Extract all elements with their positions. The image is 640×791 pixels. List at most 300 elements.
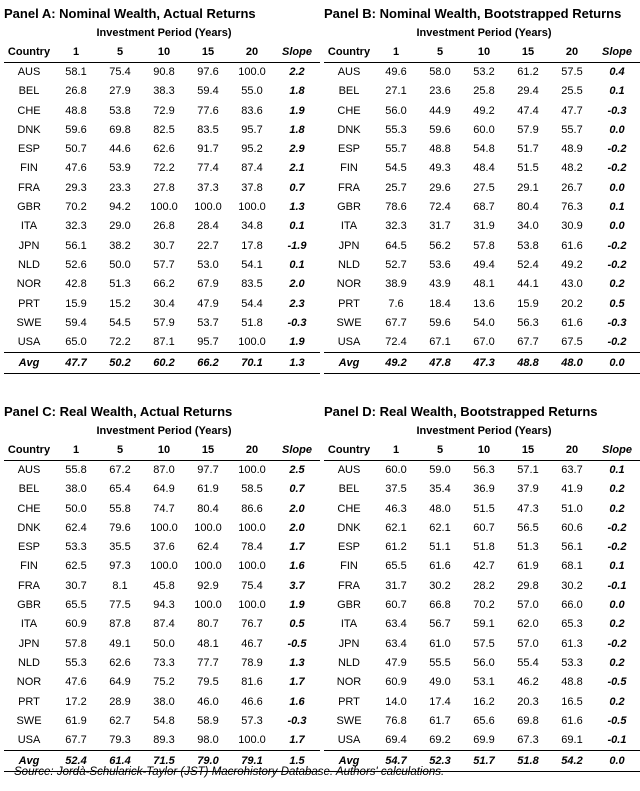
value-cell: 100.0 [238, 560, 266, 573]
value-cell: 50.0 [109, 258, 131, 271]
country-cell: NOR [336, 278, 362, 291]
table-row [324, 198, 640, 217]
value-cell: 31.7 [429, 220, 451, 233]
value-cell: 80.4 [517, 201, 539, 214]
table-row [324, 102, 640, 121]
slope-cell: -0.2 [607, 258, 627, 271]
value-cell: 48.1 [197, 637, 219, 650]
value-cell: 53.1 [473, 676, 495, 689]
value-cell: 26.8 [65, 85, 87, 98]
period-header: 10 [142, 42, 186, 63]
value-cell: 38.0 [153, 695, 175, 708]
value-cell: 35.4 [429, 483, 451, 496]
value-cell: 94.2 [109, 201, 131, 214]
value-cell: 30.7 [65, 579, 87, 592]
slope-cell: 1.7 [289, 734, 305, 747]
value-cell: 48.8 [65, 104, 87, 117]
table-row [324, 596, 640, 615]
value-cell: 76.8 [385, 714, 407, 727]
investment-period-label: Investment Period (Years) [416, 27, 552, 39]
slope-cell: 0.5 [289, 618, 305, 631]
value-cell: 32.3 [65, 220, 87, 233]
table-row [4, 673, 320, 692]
value-cell: 61.9 [197, 483, 219, 496]
value-cell: 51.5 [473, 502, 495, 515]
value-cell: 87.4 [241, 162, 263, 175]
country-cell: FIN [340, 162, 358, 175]
slope-cell: -0.2 [607, 162, 627, 175]
country-cell: JPN [18, 239, 40, 252]
value-cell: 90.8 [153, 66, 175, 78]
value-cell: 76.3 [561, 201, 583, 214]
value-cell: 20.3 [517, 695, 539, 708]
slope-cell: 0.1 [289, 258, 305, 271]
table-row [324, 295, 640, 314]
value-cell: 54.8 [153, 714, 175, 727]
value-cell: 67.3 [517, 734, 539, 747]
country-cell: GBR [337, 599, 361, 612]
value-cell: 27.5 [473, 181, 495, 194]
avg-cell: 0.0 [594, 353, 640, 374]
header-row [324, 440, 640, 461]
value-cell: 61.6 [561, 239, 583, 252]
table-row [4, 461, 320, 481]
value-cell: 100.0 [194, 599, 222, 612]
slope-cell: -0.3 [287, 316, 307, 329]
value-cell: 46.6 [241, 695, 263, 708]
period-header: 10 [462, 42, 506, 63]
country-cell: ITA [20, 220, 38, 233]
value-cell: 48.4 [473, 162, 495, 175]
avg-cell: 0.0 [594, 751, 640, 772]
country-cell: DNK [17, 521, 41, 534]
slope-cell: -0.5 [607, 676, 627, 689]
country-cell: CHE [337, 104, 361, 117]
table-row [4, 121, 320, 140]
value-cell: 46.0 [197, 695, 219, 708]
slope-cell: 1.3 [289, 656, 305, 669]
value-cell: 16.2 [473, 695, 495, 708]
value-cell: 62.6 [153, 143, 175, 156]
period-header: 20 [230, 42, 274, 63]
value-cell: 62.6 [109, 656, 131, 669]
value-cell: 100.0 [238, 734, 266, 747]
value-cell: 59.6 [429, 316, 451, 329]
slope-cell: -0.3 [607, 316, 627, 329]
blank-cell [324, 24, 374, 42]
table-row [4, 615, 320, 634]
slope-cell: -0.1 [607, 579, 627, 592]
table-row [4, 577, 320, 596]
panel-title: Panel D: Real Wealth, Bootstrapped Returns [324, 404, 598, 419]
value-cell: 100.0 [238, 599, 266, 612]
country-cell: ESP [17, 541, 40, 554]
table-row [4, 538, 320, 557]
country-cell: USA [337, 734, 361, 747]
blank-cell [4, 24, 54, 42]
table-row [4, 596, 320, 615]
table-row [324, 519, 640, 538]
value-cell: 62.0 [517, 618, 539, 631]
table-row [324, 159, 640, 178]
slope-header: Slope [594, 440, 640, 461]
value-cell: 91.7 [197, 143, 219, 156]
slope-cell: -0.5 [607, 714, 627, 727]
value-cell: 56.7 [429, 618, 451, 631]
country-cell: ESP [337, 143, 360, 156]
value-cell: 46.3 [385, 502, 407, 515]
value-cell: 62.7 [109, 714, 131, 727]
value-cell: 72.9 [153, 104, 175, 117]
value-cell: 30.2 [429, 579, 451, 592]
country-cell: FIN [340, 560, 358, 573]
avg-label: Avg [324, 353, 374, 374]
value-cell: 51.5 [517, 162, 539, 175]
slope-cell: 1.8 [289, 123, 305, 136]
country-cell: NOR [336, 676, 362, 689]
value-cell: 49.3 [429, 162, 451, 175]
value-cell: 48.9 [561, 143, 583, 156]
value-cell: 46.7 [241, 637, 263, 650]
avg-cell: 47.8 [418, 353, 462, 374]
slope-header: Slope [274, 42, 320, 63]
value-cell: 54.8 [473, 143, 495, 156]
value-cell: 15.2 [109, 297, 131, 310]
value-cell: 53.8 [109, 104, 131, 117]
table-row [4, 635, 320, 654]
value-cell: 44.9 [429, 104, 451, 117]
value-cell: 78.6 [385, 201, 407, 214]
investment-period-label: Investment Period (Years) [96, 27, 232, 39]
value-cell: 58.5 [241, 483, 263, 496]
slope-cell: 0.1 [609, 85, 625, 98]
value-cell: 48.8 [561, 676, 583, 689]
period-header: 20 [230, 440, 274, 461]
value-cell: 60.9 [385, 676, 407, 689]
value-cell: 43.0 [561, 278, 583, 291]
value-cell: 69.8 [517, 714, 539, 727]
value-cell: 55.0 [241, 85, 263, 98]
avg-cell: 79.0 [186, 751, 230, 772]
country-cell: SWE [336, 714, 362, 727]
country-cell: AUS [337, 66, 361, 78]
value-cell: 18.4 [429, 297, 451, 310]
value-cell: 59.4 [197, 85, 219, 98]
period-header: 1 [374, 42, 418, 63]
value-cell: 67.9 [197, 278, 219, 291]
value-cell: 44.1 [517, 278, 539, 291]
table-row [324, 538, 640, 557]
country-cell: USA [17, 734, 41, 747]
country-cell: NOR [16, 278, 42, 291]
country-cell: ITA [340, 220, 358, 233]
value-cell: 75.4 [109, 66, 131, 78]
country-cell: NLD [17, 258, 40, 271]
value-cell: 49.4 [473, 258, 495, 271]
value-cell: 60.0 [385, 464, 407, 476]
slope-header: Slope [594, 42, 640, 63]
value-cell: 55.3 [65, 656, 87, 669]
value-cell: 62.4 [197, 541, 219, 554]
value-cell: 22.7 [197, 239, 219, 252]
value-cell: 94.3 [153, 599, 175, 612]
country-cell: AUS [17, 464, 41, 476]
slope-cell: -0.5 [287, 637, 307, 650]
value-cell: 72.4 [385, 336, 407, 349]
value-cell: 83.5 [197, 123, 219, 136]
value-cell: 83.5 [241, 278, 263, 291]
value-cell: 20.2 [561, 297, 583, 310]
value-cell: 72.4 [429, 201, 451, 214]
slope-cell: 0.0 [609, 181, 625, 194]
avg-cell: 79.1 [230, 751, 274, 772]
value-cell: 77.7 [197, 656, 219, 669]
value-cell: 67.0 [473, 336, 495, 349]
value-cell: 77.5 [109, 599, 131, 612]
country-cell: NLD [337, 656, 360, 669]
table-row [324, 82, 640, 101]
value-cell: 66.2 [153, 278, 175, 291]
value-cell: 70.2 [473, 599, 495, 612]
value-cell: 69.8 [109, 123, 131, 136]
panel-title: Panel B: Nominal Wealth, Bootstrapped Returns [324, 6, 622, 21]
value-cell: 55.7 [561, 123, 583, 136]
value-cell: 76.7 [241, 618, 263, 631]
country-cell: ESP [17, 143, 40, 156]
value-cell: 61.9 [517, 560, 539, 573]
table-row [4, 519, 320, 538]
country-cell: CHE [17, 104, 41, 117]
slope-cell: 0.2 [609, 278, 625, 291]
value-cell: 38.2 [109, 239, 131, 252]
slope-cell: 1.6 [289, 560, 305, 573]
slope-cell: -0.3 [287, 714, 307, 727]
investment-period-label: Investment Period (Years) [416, 425, 552, 437]
value-cell: 57.8 [473, 239, 495, 252]
value-cell: 57.5 [473, 637, 495, 650]
value-cell: 87.8 [109, 618, 131, 631]
value-cell: 51.7 [517, 143, 539, 156]
value-cell: 27.1 [385, 85, 407, 98]
value-cell: 50.0 [65, 502, 87, 515]
value-cell: 78.9 [241, 656, 263, 669]
table-row [4, 237, 320, 256]
value-cell: 29.4 [517, 85, 539, 98]
table-row [324, 577, 640, 596]
value-cell: 47.7 [561, 104, 583, 117]
value-cell: 57.0 [517, 637, 539, 650]
slope-cell: -1.9 [287, 239, 307, 252]
value-cell: 27.9 [109, 85, 131, 98]
value-cell: 55.3 [385, 123, 407, 136]
value-cell: 61.0 [429, 637, 451, 650]
results-table [324, 422, 640, 772]
value-cell: 92.9 [197, 579, 219, 592]
value-cell: 57.1 [517, 464, 539, 476]
period-header: 15 [186, 42, 230, 63]
avg-cell: 71.5 [142, 751, 186, 772]
panel-d [324, 402, 640, 772]
period-header: 10 [462, 440, 506, 461]
value-cell: 95.7 [197, 336, 219, 349]
value-cell: 61.2 [385, 541, 407, 554]
table-row [4, 731, 320, 751]
value-cell: 56.0 [385, 104, 407, 117]
country-cell: CHE [17, 502, 41, 515]
value-cell: 52.6 [65, 258, 87, 271]
table-row [4, 500, 320, 519]
value-cell: 28.2 [473, 579, 495, 592]
value-cell: 65.3 [561, 618, 583, 631]
value-cell: 73.3 [153, 656, 175, 669]
results-table [4, 24, 320, 374]
value-cell: 97.3 [109, 560, 131, 573]
value-cell: 65.5 [385, 560, 407, 573]
avg-cell: 50.2 [98, 353, 142, 374]
slope-cell: 1.7 [289, 541, 305, 554]
period-header: 1 [54, 440, 98, 461]
country-cell: GBR [337, 201, 361, 214]
slope-cell: 2.5 [289, 464, 305, 476]
value-cell: 25.5 [561, 85, 583, 98]
value-cell: 61.6 [561, 316, 583, 329]
value-cell: 59.0 [429, 464, 451, 476]
slope-cell: 2.0 [289, 502, 305, 515]
value-cell: 49.2 [473, 104, 495, 117]
period-header: 15 [506, 42, 550, 63]
header-row-period [4, 24, 320, 42]
slope-cell: 0.4 [609, 66, 625, 78]
value-cell: 69.1 [561, 734, 583, 747]
period-header: 10 [142, 440, 186, 461]
table-row [324, 333, 640, 353]
value-cell: 29.8 [517, 579, 539, 592]
table-row [324, 712, 640, 731]
value-cell: 100.0 [150, 521, 178, 534]
avg-cell: 52.4 [54, 751, 98, 772]
value-cell: 53.8 [517, 239, 539, 252]
value-cell: 61.6 [561, 714, 583, 727]
country-header: Country [4, 42, 54, 63]
value-cell: 60.7 [473, 521, 495, 534]
value-cell: 61.3 [561, 637, 583, 650]
avg-cell: 54.7 [374, 751, 418, 772]
value-cell: 69.9 [473, 734, 495, 747]
country-cell: JPN [338, 239, 360, 252]
country-cell: PRT [338, 297, 360, 310]
value-cell: 61.9 [65, 714, 87, 727]
table-row [324, 237, 640, 256]
value-cell: 79.3 [109, 734, 131, 747]
value-cell: 100.0 [238, 464, 266, 476]
slope-cell: 0.0 [609, 599, 625, 612]
value-cell: 69.4 [385, 734, 407, 747]
country-cell: GBR [17, 201, 41, 214]
avg-cell: 48.0 [550, 353, 594, 374]
value-cell: 53.0 [197, 258, 219, 271]
country-header: Country [324, 440, 374, 461]
country-cell: SWE [16, 714, 42, 727]
value-cell: 55.8 [109, 502, 131, 515]
table-row [4, 557, 320, 576]
value-cell: 31.9 [473, 220, 495, 233]
value-cell: 34.8 [241, 220, 263, 233]
country-cell: BEL [338, 85, 360, 98]
table-row [4, 140, 320, 159]
value-cell: 100.0 [194, 521, 222, 534]
slope-cell: 1.9 [289, 336, 305, 349]
country-header: Country [324, 42, 374, 63]
period-header: 1 [54, 42, 98, 63]
value-cell: 75.4 [241, 579, 263, 592]
value-cell: 100.0 [194, 201, 222, 214]
value-cell: 36.9 [473, 483, 495, 496]
slope-cell: -0.1 [607, 734, 627, 747]
investment-period-label: Investment Period (Years) [96, 425, 232, 437]
value-cell: 38.0 [65, 483, 87, 496]
value-cell: 100.0 [194, 560, 222, 573]
avg-cell: 52.3 [418, 751, 462, 772]
value-cell: 31.7 [385, 579, 407, 592]
value-cell: 37.8 [241, 181, 263, 194]
country-cell: FRA [18, 181, 40, 194]
value-cell: 17.4 [429, 695, 451, 708]
value-cell: 63.4 [385, 618, 407, 631]
value-cell: 7.6 [388, 297, 404, 310]
country-cell: USA [17, 336, 41, 349]
country-cell: ESP [337, 541, 360, 554]
country-cell: SWE [16, 316, 42, 329]
value-cell: 100.0 [238, 66, 266, 78]
value-cell: 52.7 [385, 258, 407, 271]
value-cell: 67.1 [429, 336, 451, 349]
slope-cell: -0.2 [607, 637, 627, 650]
value-cell: 37.9 [517, 483, 539, 496]
country-cell: NLD [17, 656, 40, 669]
value-cell: 57.9 [517, 123, 539, 136]
value-cell: 64.9 [153, 483, 175, 496]
value-cell: 16.5 [561, 695, 583, 708]
value-cell: 29.1 [517, 181, 539, 194]
value-cell: 65.5 [65, 599, 87, 612]
value-cell: 67.2 [109, 464, 131, 476]
value-cell: 89.3 [153, 734, 175, 747]
value-cell: 53.9 [109, 162, 131, 175]
value-cell: 55.4 [517, 656, 539, 669]
value-cell: 14.0 [385, 695, 407, 708]
value-cell: 63.4 [385, 637, 407, 650]
value-cell: 62.1 [429, 521, 451, 534]
value-cell: 15.9 [517, 297, 539, 310]
country-cell: GBR [17, 599, 41, 612]
period-header: 15 [506, 440, 550, 461]
country-cell: CHE [337, 502, 361, 515]
country-cell: FRA [18, 579, 40, 592]
slope-cell: 1.9 [289, 599, 305, 612]
value-cell: 58.1 [65, 66, 87, 78]
panel-c [4, 402, 320, 772]
table-row [324, 275, 640, 294]
value-cell: 67.5 [561, 336, 583, 349]
value-cell: 55.7 [385, 143, 407, 156]
period-header: 20 [550, 42, 594, 63]
value-cell: 38.9 [385, 278, 407, 291]
value-cell: 23.6 [429, 85, 451, 98]
value-cell: 72.2 [109, 336, 131, 349]
table-row [324, 480, 640, 499]
slope-cell: 1.7 [289, 676, 305, 689]
value-cell: 58.9 [197, 714, 219, 727]
